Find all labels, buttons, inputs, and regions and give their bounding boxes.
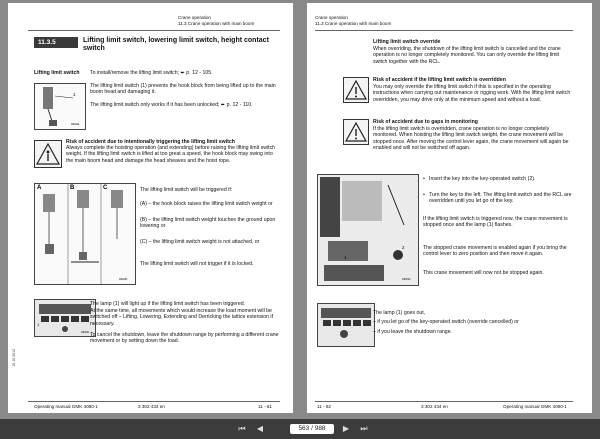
bullet-turn-key: • Turn the key to the left. The lifting limit switch and the RCL are overridden until you let go of the key. xyxy=(429,192,575,205)
warn1-text: You may only override the lifting limit switch if this is specified in the operating instructions when carrying out maintenance or rigging work. With the lifting limit switch overridden, you may drive only at the minimum speed and without a load. xyxy=(373,84,571,103)
left-p3: The lifting limit switch only works if it has been unlocked; ➨ p. 12 - 110. xyxy=(90,102,253,108)
warn1-title: Risk of accident if the lifting limit switch is overridden xyxy=(373,77,506,83)
trigger-c: (C) – the lifting limit switch weight is not attached, or xyxy=(140,239,260,245)
viewer-toolbar xyxy=(0,419,600,439)
prev-page-button[interactable]: ◀ xyxy=(256,424,264,433)
footer-rule xyxy=(315,401,573,402)
warning-icon xyxy=(344,78,368,102)
right-p3: This crane movement will now not be stopped again. xyxy=(423,270,544,276)
fig-c-label: C xyxy=(103,185,108,191)
left-p1: To install/remove the lifting limit switch; ➨ p. 12 - 105. xyxy=(90,70,213,76)
warning-icon xyxy=(344,120,368,144)
warn2-text: If the lifting limit switch is overridden, crane operation is no longer completely monitored. When hoisting the lifting limit switch weight, the crane movement will be stopped once. After moving the control lever again, the crane movement will again be enabled and will not be switched off again. xyxy=(373,126,569,151)
lamp-panel-figure xyxy=(317,303,375,347)
fig-label-1: 1 xyxy=(344,255,347,260)
right-header xyxy=(315,15,391,26)
header-line2: 11.3 Crane operation with main boom xyxy=(315,20,392,26)
fig-b-label: B xyxy=(70,185,75,191)
key-switch-figure xyxy=(317,174,419,286)
override-title: Lifting limit switch override xyxy=(373,39,441,45)
lifting-limit-switch-figure xyxy=(34,83,86,130)
left-footer-right: 11 - 61 xyxy=(258,404,272,409)
header-rule xyxy=(28,30,280,31)
left-header xyxy=(178,15,254,26)
first-page-button[interactable]: ⏮ xyxy=(238,424,246,433)
trigger-a: (A) – the hook block raises the lifting limit switch weight or xyxy=(140,201,273,207)
right-footer-right: Operating manual GMK 4080-1 xyxy=(503,404,567,409)
left-warn-text: Always complete the hoisting operation (and extending) before raising the lifting limit switch weight. If the lifting limit switch is lifted at too great a speed, the hook block may swing into the main boom head and damage the head sheaves and the hoist rope. xyxy=(66,145,276,164)
left-p6: To cancel the shutdown, leave the shutdown range by performing a different crane movement or by setting down the load. xyxy=(90,332,279,345)
left-p4: The lamp (1) will light up if the lifting limit switch has been triggered. xyxy=(90,301,246,307)
trigger-note: The lifting limit switch will not trigger if it is locked. xyxy=(140,261,254,267)
left-p5: At the same time, all movements which would increase the load moment will be switched off – Lifting, Lowering, Extending and Derricking the lattice extension if necessary. xyxy=(90,308,274,327)
right-footer-mid: 3 302 434 en xyxy=(421,404,448,409)
footer-rule xyxy=(28,401,280,402)
fig2-label: 1 xyxy=(37,322,40,327)
warning-icon-box-2 xyxy=(343,119,369,145)
lamp-bullet-1: – if you let go of the key-operated switch (override cancelled) or xyxy=(373,319,519,325)
left-p2: The lifting limit switch (1) prevents the hook block from being lifted up to the main boom head and damaging it. xyxy=(90,83,276,96)
page-input[interactable]: 563 / 988 xyxy=(290,424,334,434)
right-page xyxy=(307,3,592,413)
header-line2: 11.3 Crane operation with main boom xyxy=(178,20,255,26)
warning-icon xyxy=(35,141,61,167)
lamp-intro: The lamp (1) goes out, xyxy=(373,310,426,316)
lamp-panel-figure xyxy=(34,299,96,337)
header-rule xyxy=(315,30,573,31)
fig1-label: 1 xyxy=(73,92,76,97)
header-line1: Crane operation xyxy=(315,15,348,20)
left-page xyxy=(8,3,293,413)
left-footer-left: Operating manual GMK 4080-1 xyxy=(34,404,98,409)
left-footer-mid: 3 302 434 en xyxy=(138,404,165,409)
lamp-bullet-2: – if you leave the shutdown range. xyxy=(373,329,453,335)
header-line1: Crane operation xyxy=(178,15,211,20)
lamp-bullet-2-text: if you leave the shutdown range. xyxy=(377,329,453,335)
section-title: Lifting limit switch, lowering limit switch, height contact switch xyxy=(83,37,269,52)
fig1-code: 0303a xyxy=(71,122,80,126)
lamp-bullet-1-text: if you let go of the key-operated switch (override cancelled) or xyxy=(377,319,519,325)
lamp-panel-illustration xyxy=(318,304,374,346)
bullet-insert-key: • Insert the key into the key-operated switch (2). xyxy=(429,176,575,182)
fig-label-2: 2 xyxy=(402,245,405,250)
last-page-button[interactable]: ⏭ xyxy=(360,424,368,433)
side-date: 15.10.2013 xyxy=(12,349,16,367)
fig-code: 0303d xyxy=(402,277,411,281)
trigger-intro: The lifting limit switch will be triggered if: xyxy=(140,187,233,193)
right-p2: The stopped crane movement is enabled again if you bring the control lever to zero position and then move it again. xyxy=(423,245,567,258)
trigger-figure-abc xyxy=(34,183,136,285)
trigger-illustration xyxy=(35,184,135,284)
figabc-code: 0303b xyxy=(119,277,128,281)
override-text: When overriding, the shutdown of the lifting limit switch is cancelled and the crane operation is no longer completely monitored. You can only override the lifting limit switch together with the RCL. xyxy=(373,46,561,65)
cab-illustration xyxy=(318,175,418,285)
warn2-title: Risk of accident due to gaps in monitoring xyxy=(373,119,478,125)
fig-a-label: A xyxy=(37,185,42,191)
right-p1: If the lifting limit switch is triggered now, the crane movement is stopped once and the lamp (1) flashes. xyxy=(423,216,568,229)
right-footer-left: 11 - 62 xyxy=(317,404,331,409)
warning-icon-box-1 xyxy=(343,77,369,103)
left-warn-title: Risk of accident due to intentionally triggering the lifting limit switch xyxy=(66,139,235,145)
fig2-code: 0303c xyxy=(81,330,90,334)
section-number: 11.3.5 xyxy=(34,37,78,48)
warning-icon-box xyxy=(34,140,62,168)
trigger-b: (B) – the lifting limit switch weight touches the ground upon lowering or xyxy=(140,217,276,230)
next-page-button[interactable]: ▶ xyxy=(342,424,350,433)
subheading: Lifting limit switch xyxy=(34,70,80,76)
